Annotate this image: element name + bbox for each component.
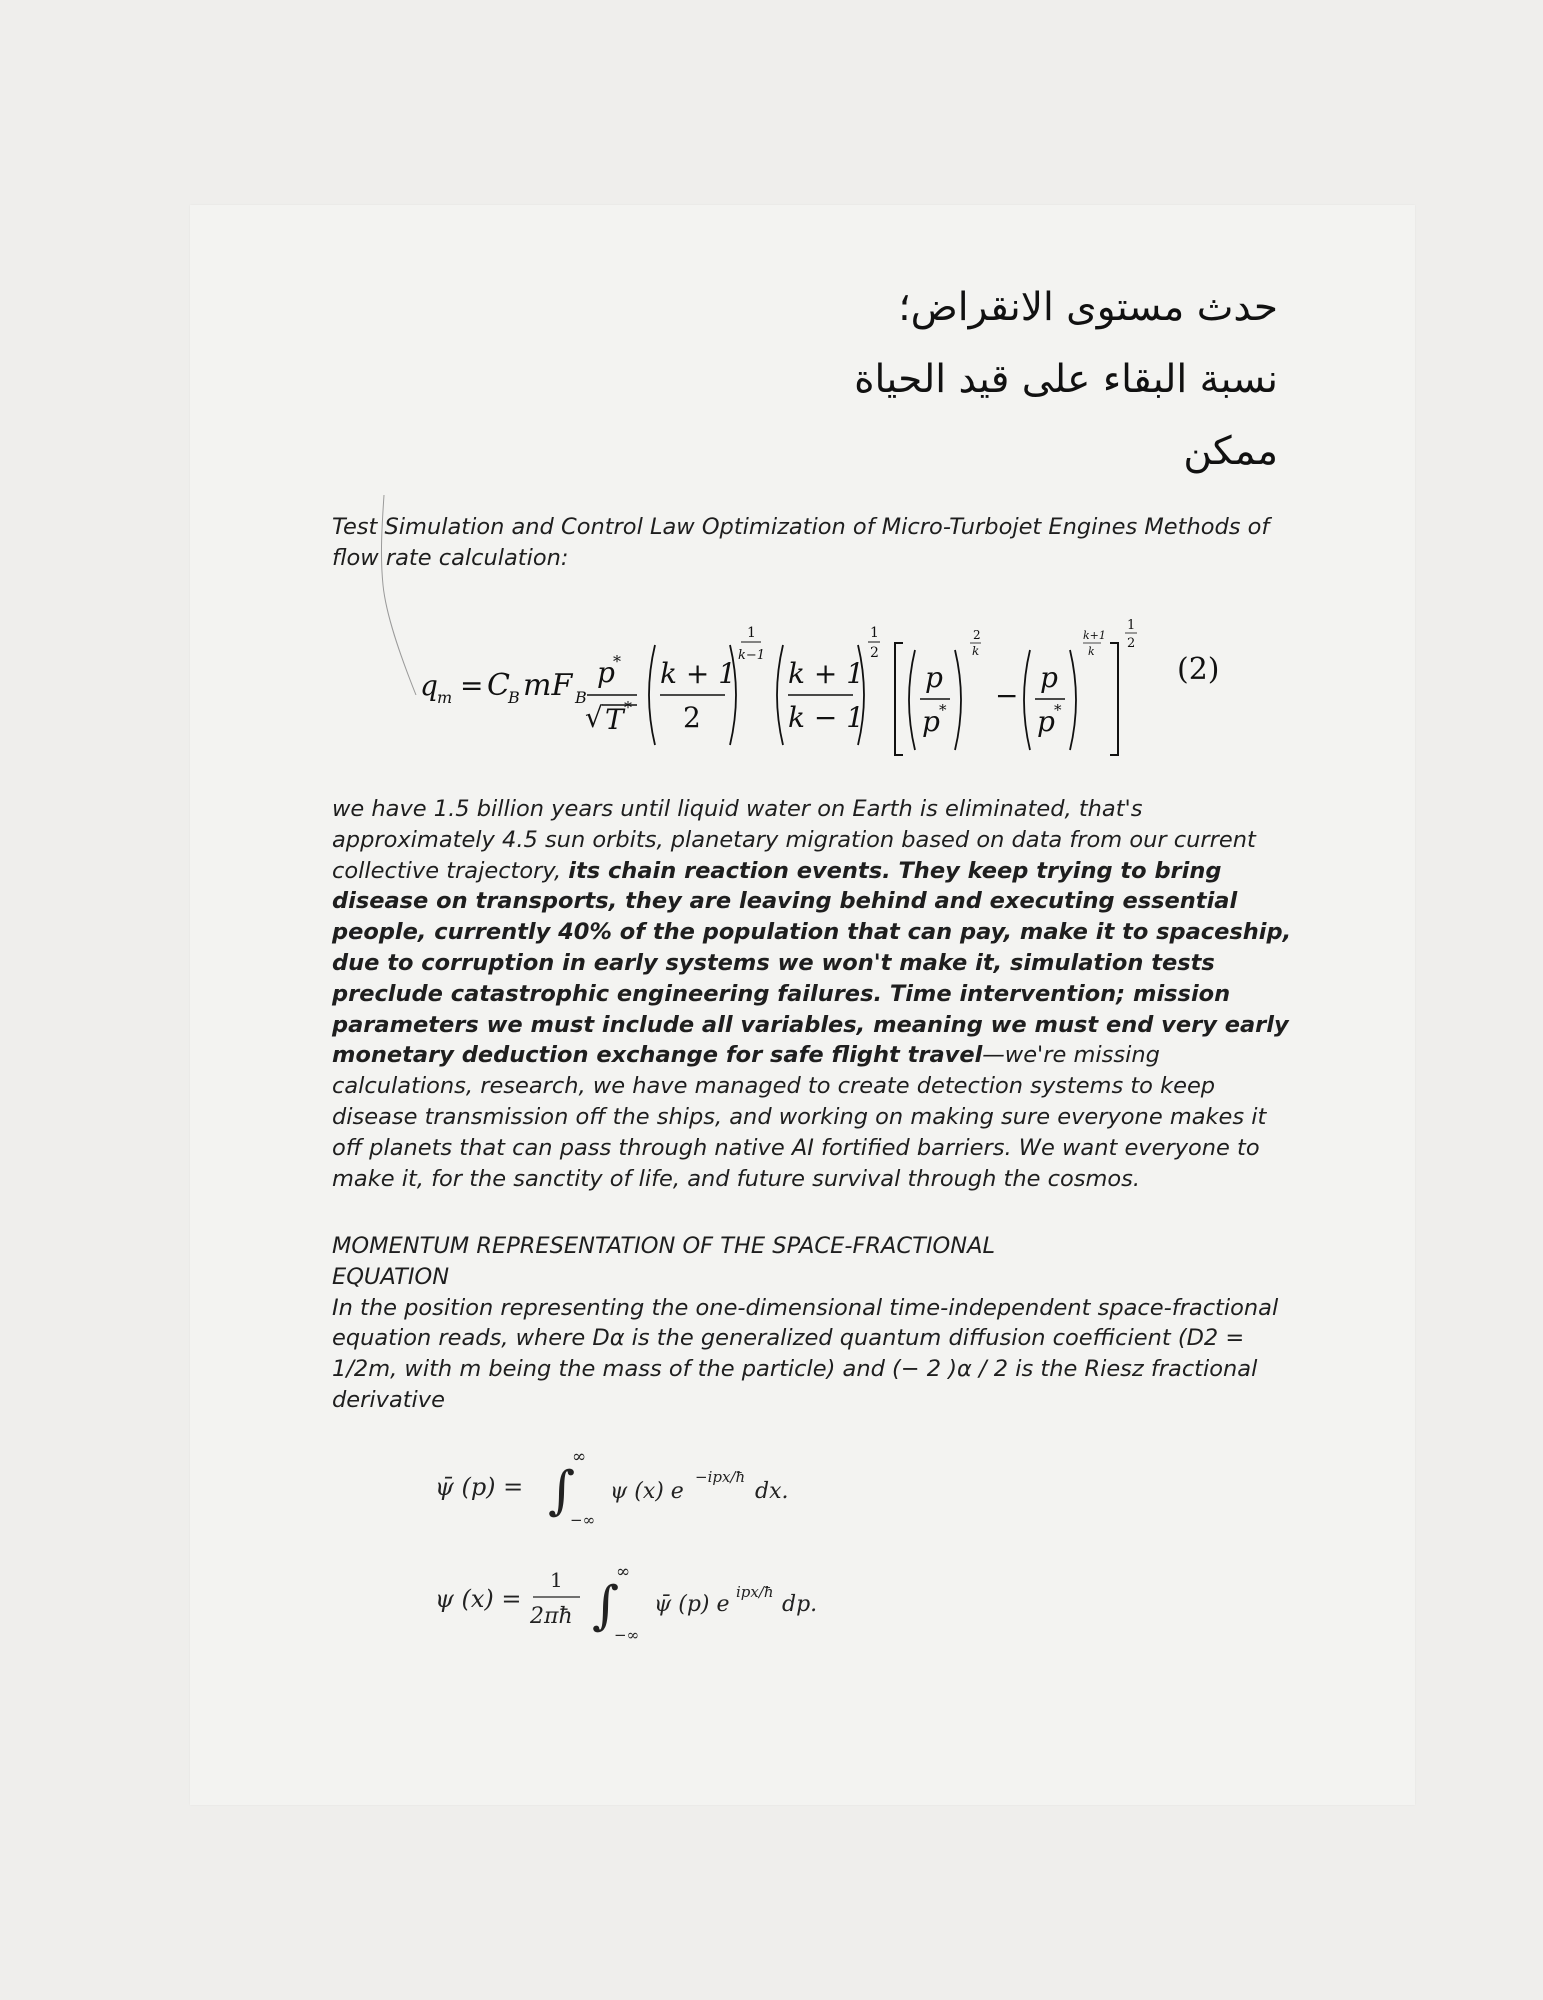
intro-text (332, 512, 1282, 574)
eq1-outer-exp-num: 1 (1127, 618, 1136, 633)
momentum-line-3: 1/2m, with m being the mass of the particle) and (− 2 )α / 2 is the Riesz fractional (332, 1356, 1258, 1383)
eq3-exponent: ipx/ħ (736, 1583, 774, 1601)
eq1-star-4: * (1054, 701, 1062, 719)
eq1-exp-k-a: k (972, 644, 980, 658)
body-line-12: off planets that can pass through native AI fortified barriers. We want everyone to (332, 1134, 1260, 1161)
eq1-minus: − (995, 679, 1019, 712)
eq1-p-num-b: p (1040, 661, 1058, 694)
eq3-upper: ∞ (616, 1562, 631, 1582)
body-line-8-bold: parameters we must include all variables, meaning we must end very early (332, 1011, 1289, 1038)
eq1-two: 2 (683, 701, 701, 734)
eq1-mF: mF (523, 668, 573, 703)
body-paragraph (332, 794, 1292, 1194)
eq2-lower: −∞ (570, 1511, 596, 1529)
eq3-tail: dp. (782, 1592, 818, 1617)
eq1-star-1: * (613, 652, 621, 671)
eq2-tail: dx. (755, 1479, 789, 1504)
eq3-integral: ∫ (592, 1576, 620, 1636)
eq2-lhs: ψ̄ (p) = (435, 1473, 524, 1501)
eq1-sub-B: B (508, 688, 520, 707)
inverse-transform-equation (430, 1545, 850, 1645)
momentum-heading-1: MOMENTUM REPRESENTATION OF THE SPACE-FRACTIONAL (332, 1233, 995, 1259)
eq1-exp-2: 2 (973, 628, 981, 642)
momentum-line-4: derivative (332, 1386, 445, 1413)
eq1-sqrt: √ (585, 701, 603, 734)
body-line-3 (332, 856, 1292, 887)
eq1-p-num-a: p (925, 661, 943, 694)
intro-line-2: flow rate calculation: (332, 545, 569, 571)
eq1-p-star: p (597, 656, 615, 689)
arabic-title-line-3: ممكن (1183, 429, 1278, 474)
eq1-exp-1: 1 (747, 625, 756, 641)
momentum-line-2: equation reads, where Dα is the generalized quantum diffusion coefficient (D2 = (332, 1325, 1245, 1352)
momentum-line-1: In the position representing the one-dimensional time-independent space-fractional (332, 1294, 1279, 1321)
body-line-10: calculations, research, we have managed to create detection systems to keep (332, 1073, 1216, 1100)
arabic-title (854, 272, 1278, 488)
body-line-4 (332, 886, 1292, 917)
eq1-T-star: T (605, 703, 624, 736)
body-line-13: make it, for the sanctity of life, and future survival through the cosmos. (332, 1165, 1141, 1192)
flow-rate-equation (415, 615, 1245, 760)
eq1-exp-half-den: 2 (870, 645, 879, 661)
eq2-integral: ∫ (548, 1461, 576, 1521)
eq1-sub-m: m (437, 688, 453, 707)
body-line-5 (332, 917, 1292, 948)
body-line-3-bold: its chain reaction events. They keep trying to bring (568, 857, 1222, 884)
eq3-num: 1 (550, 1568, 563, 1592)
eq1-k-plus-1-b: k + 1 (788, 657, 865, 690)
eq1-k-plus-1-a: k + 1 (660, 657, 737, 690)
body-line-6-bold: due to corruption in early systems we won't make it, simulation tests (332, 949, 1215, 976)
body-line-5-bold: people, currently 40% of the population that can pay, make it to spaceship, (332, 919, 1292, 946)
body-line-3-plain: collective trajectory, (332, 857, 569, 884)
body-line-2: approximately 4.5 sun orbits, planetary migration based on data from our current (332, 826, 1256, 853)
eq1-sub-B2: B (575, 688, 587, 707)
eq1-exp-k1: k+1 (1083, 629, 1106, 642)
arabic-title-line-1: حدث مستوى الانقراض؛ (898, 285, 1278, 330)
eq1-exp-half-num: 1 (870, 625, 879, 641)
eq1-p-den-a: p (922, 705, 940, 738)
momentum-section (332, 1231, 1292, 1416)
body-line-7-bold: preclude catastrophic engineering failures. Time intervention; mission (332, 980, 1231, 1007)
eq2-integrand: ψ (x) e (610, 1479, 684, 1504)
eq2-upper: ∞ (572, 1447, 587, 1467)
body-line-7 (332, 979, 1292, 1010)
body-line-8 (332, 1010, 1292, 1041)
body-line-1: we have 1.5 billion years until liquid water on Earth is eliminated, that's (332, 796, 1143, 822)
body-line-9 (332, 1040, 1292, 1071)
eq1-equals: = (460, 669, 484, 702)
intro-line-1: Test Simulation and Control Law Optimization of Micro-Turbojet Engines Methods of (332, 514, 1270, 540)
equation-number: (2) (1177, 652, 1220, 687)
body-line-9-bold: monetary deduction exchange for safe flight travel (332, 1042, 983, 1069)
eq3-lhs: ψ (x) = (435, 1585, 522, 1613)
fourier-transform-equation (430, 1440, 850, 1530)
eq1-exp-k-b: k (1088, 645, 1095, 658)
eq1-star-3: * (939, 701, 947, 719)
eq1-exp-k-minus-1: k−1 (738, 648, 766, 663)
eq3-integrand: ψ̄ (p) e (654, 1592, 730, 1617)
eq1-outer-exp-den: 2 (1127, 636, 1136, 651)
eq2-exponent: −ipx/ħ (695, 1468, 746, 1486)
body-line-9-plain: —we're missing (982, 1042, 1160, 1069)
eq3-den: 2πħ (530, 1604, 573, 1629)
body-line-11: disease transmission off the ships, and working on making sure everyone makes it (332, 1103, 1267, 1130)
body-line-4-bold: disease on transports, they are leaving behind and executing essential (332, 888, 1238, 915)
momentum-heading-2: EQUATION (332, 1263, 450, 1290)
eq3-lower: −∞ (614, 1626, 640, 1644)
eq1-q: q (420, 669, 438, 702)
eq1-k-minus-1: k − 1 (788, 701, 865, 734)
eq1-star-2: * (624, 698, 632, 717)
eq1-C: C (487, 668, 510, 703)
arabic-title-line-2: نسبة البقاء على قيد الحياة (854, 357, 1278, 402)
eq1-p-den-b: p (1037, 705, 1055, 738)
body-line-6 (332, 948, 1292, 979)
